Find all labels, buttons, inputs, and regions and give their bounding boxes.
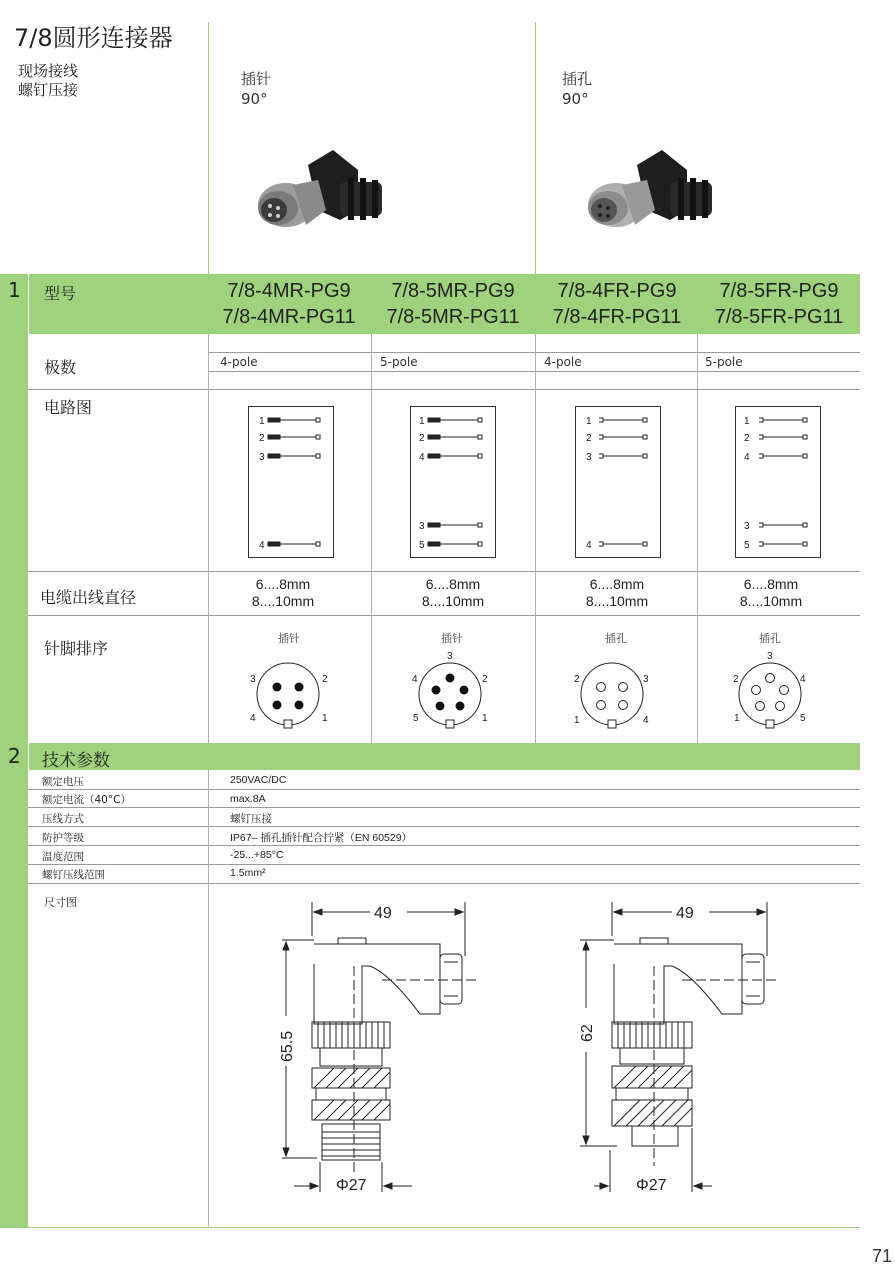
spec-label: 压线方式: [42, 813, 84, 825]
spec-label: 额定电流（40°C）: [42, 794, 131, 806]
svg-text:1: 1: [744, 416, 750, 427]
dimension-drawing-female: [562, 896, 792, 1196]
spec-label: 螺钉压线范围: [42, 869, 105, 881]
poles-value: 5-pole: [705, 355, 743, 369]
model-name: 7/8-5MR-PG9 7/8-5MR-PG11: [386, 280, 520, 328]
svg-text:4: 4: [643, 715, 649, 726]
svg-text:2: 2: [733, 674, 739, 685]
female-angle-label: 90°: [562, 90, 589, 108]
model-name: 7/8-4FR-PG9 7/8-4FR-PG11: [552, 280, 682, 328]
section-1-number: 1: [8, 278, 21, 302]
svg-text:5: 5: [744, 540, 750, 551]
svg-text:5: 5: [413, 713, 419, 724]
circuit-label: 电路图: [44, 398, 93, 417]
svg-text:3: 3: [767, 651, 773, 662]
dimension-drawing-male: [262, 896, 492, 1196]
pinout-diagram: [730, 648, 816, 732]
svg-text:4: 4: [259, 540, 265, 551]
model-name: 7/8-5FR-PG9 7/8-5FR-PG11: [714, 280, 844, 328]
cable-diameter: 6....8mm 8....10mm: [421, 576, 485, 609]
section-2-title: 技术参数: [42, 751, 110, 771]
svg-text:65.5: 65.5: [279, 1030, 296, 1062]
cable-diameter: 6....8mm 8....10mm: [585, 576, 649, 609]
svg-text:1: 1: [734, 713, 740, 724]
pinout-type-label: 插孔: [759, 632, 781, 645]
section-2-number: 2: [8, 744, 21, 768]
female-connector-photo: [582, 140, 727, 240]
circuit-diagram: [248, 406, 334, 558]
svg-text:3: 3: [447, 651, 453, 662]
pinout-type-label: 插针: [441, 632, 463, 645]
svg-text:4: 4: [586, 540, 592, 551]
dimension-label: 尺寸图: [44, 896, 77, 909]
header-divider: [535, 22, 536, 274]
svg-text:2: 2: [322, 674, 328, 685]
section-2-header: [0, 743, 860, 770]
svg-text:4: 4: [419, 452, 425, 463]
svg-text:Φ27: Φ27: [336, 1177, 367, 1194]
spec-value: 1.5mm²: [230, 867, 266, 879]
cable-label: 电缆出线直径: [40, 588, 137, 607]
svg-text:4: 4: [744, 452, 750, 463]
model-label: 型号: [44, 284, 77, 303]
svg-text:4: 4: [800, 674, 806, 685]
svg-text:49: 49: [374, 905, 392, 922]
svg-text:3: 3: [419, 521, 425, 532]
svg-text:3: 3: [744, 521, 750, 532]
svg-text:2: 2: [419, 433, 425, 444]
svg-text:3: 3: [250, 674, 256, 685]
svg-text:2: 2: [482, 674, 488, 685]
spec-label: 防护等级: [42, 832, 84, 844]
svg-text:5: 5: [800, 713, 806, 724]
circuit-diagram: [575, 406, 661, 558]
header-divider: [208, 22, 209, 274]
pinout-type-label: 插孔: [605, 632, 627, 645]
poles-value: 5-pole: [380, 355, 418, 369]
pinout-label: 针脚排序: [44, 639, 109, 658]
subtitle-line-1: 现场接线: [18, 62, 79, 80]
circuit-diagram: [735, 406, 821, 558]
svg-text:62: 62: [579, 1024, 596, 1042]
pinout-diagram: [572, 660, 658, 732]
spec-value: IP67– 插孔插针配合拧紧（EN 60529）: [230, 832, 413, 844]
page-number: 71: [872, 1246, 893, 1266]
svg-text:2: 2: [744, 433, 750, 444]
spec-value: -25...+85°C: [230, 849, 284, 861]
female-kind-label: 插孔: [562, 70, 593, 88]
svg-text:4: 4: [250, 713, 256, 724]
spec-value: 250VAC/DC: [230, 774, 287, 786]
svg-text:49: 49: [676, 905, 694, 922]
svg-text:3: 3: [586, 452, 592, 463]
model-name: 7/8-4MR-PG9 7/8-4MR-PG11: [222, 280, 356, 328]
svg-text:Φ27: Φ27: [636, 1177, 667, 1194]
svg-text:3: 3: [259, 452, 265, 463]
svg-text:3: 3: [643, 674, 649, 685]
male-connector-photo: [248, 140, 393, 240]
svg-text:5: 5: [419, 540, 425, 551]
svg-text:2: 2: [259, 433, 265, 444]
poles-value: 4-pole: [544, 355, 582, 369]
svg-text:1: 1: [419, 416, 425, 427]
svg-text:1: 1: [259, 416, 265, 427]
svg-text:4: 4: [412, 674, 418, 685]
pinout-diagram: [410, 648, 496, 732]
spec-label: 额定电压: [42, 776, 84, 788]
circuit-diagram: [410, 406, 496, 558]
svg-text:1: 1: [574, 715, 580, 726]
poles-label: 极数: [44, 358, 77, 377]
svg-text:2: 2: [574, 674, 580, 685]
pinout-diagram: [248, 660, 334, 732]
cable-diameter: 6....8mm 8....10mm: [739, 576, 803, 609]
svg-text:1: 1: [586, 416, 592, 427]
svg-text:1: 1: [482, 713, 488, 724]
spec-label: 温度范围: [42, 851, 84, 863]
spec-value: max.8A: [230, 793, 266, 805]
male-kind-label: 插针: [241, 70, 272, 88]
cable-diameter: 6....8mm 8....10mm: [251, 576, 315, 609]
pinout-type-label: 插针: [278, 632, 300, 645]
poles-value: 4-pole: [220, 355, 258, 369]
male-angle-label: 90°: [241, 90, 268, 108]
page-title: 7/8圆形连接器: [14, 24, 173, 52]
spec-value: 螺钉压接: [230, 813, 272, 825]
svg-text:1: 1: [322, 713, 328, 724]
svg-text:2: 2: [586, 433, 592, 444]
subtitle-line-2: 螺钉压接: [18, 81, 79, 99]
